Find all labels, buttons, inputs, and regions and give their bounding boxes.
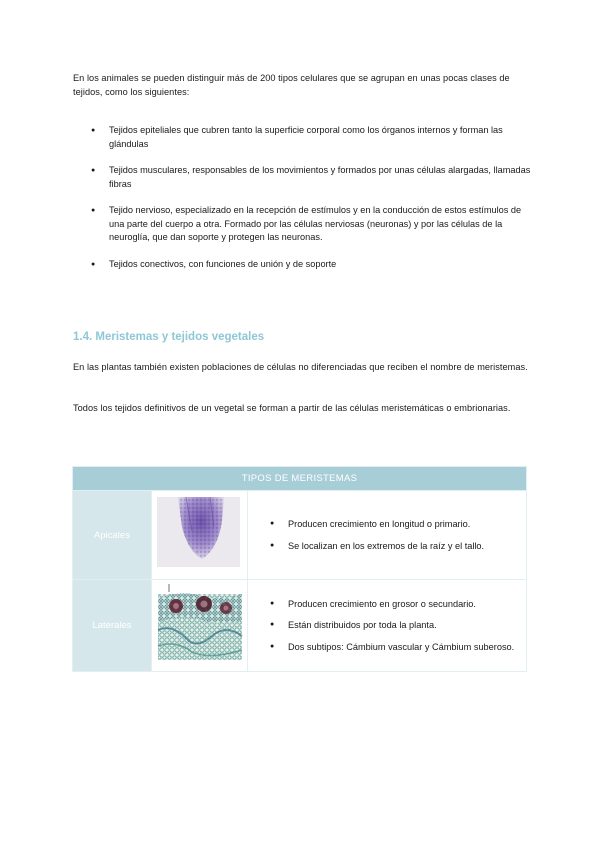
tissue-list bbox=[73, 124, 533, 271]
table-row bbox=[73, 491, 527, 580]
list-item: ● Tejidos musculares, responsables de los movimientos y formados por unas células alargadas, llamadas fibras bbox=[73, 164, 533, 191]
list-item: ● Tejidos epiteliales que cubren tanto la superficie corporal como los órganos internos y forman las glándulas bbox=[73, 124, 533, 151]
row-label-laterales: Laterales bbox=[73, 580, 152, 672]
table-header: TIPOS DE MERISTEMAS bbox=[73, 467, 527, 491]
apicales-points bbox=[248, 491, 527, 580]
table-row bbox=[73, 580, 527, 672]
list-item: ● Están distribuidos por toda la planta. bbox=[248, 619, 526, 632]
intro-paragraph: En los animales se pueden distinguir más de 200 tipos celulares que se agrupan en unas pocas clases de tejidos, como los siguientes: bbox=[73, 73, 510, 97]
apical-meristem-image bbox=[152, 491, 248, 580]
meristem-table bbox=[72, 466, 527, 672]
laterales-points bbox=[248, 580, 527, 672]
lateral-meristem-image bbox=[152, 580, 248, 672]
tissues-paragraph: Todos los tejidos definitivos de un vegetal se forman a partir de las células meristemáticas o embrionarias. bbox=[73, 403, 511, 413]
list-item: ● Tejidos conectivos, con funciones de unión y de soporte bbox=[73, 258, 533, 272]
section-heading: 1.4. Meristemas y tejidos vegetales bbox=[73, 331, 265, 343]
list-item: ● Producen crecimiento en longitud o primario. bbox=[248, 518, 526, 531]
list-item: ● Se localizan en los extremos de la raíz y el tallo. bbox=[248, 540, 526, 553]
list-item: ● Dos subtipos: Cámbium vascular y Cámbium suberoso. bbox=[248, 641, 526, 654]
list-item: ● Tejido nervioso, especializado en la recepción de estímulos y en la conducción de estos estímulos de una parte del cuerpo a otra. Formado por las células nerviosas (neuronas) y por las células de la neuroglía, que dan soporte y protegen las neuronas. bbox=[73, 204, 533, 245]
list-item: ● Producen crecimiento en grosor o secundario. bbox=[248, 598, 526, 611]
row-label-apicales: Apicales bbox=[73, 491, 152, 580]
meristem-paragraph: En las plantas también existen poblaciones de células no diferenciadas que reciben el nombre de meristemas. bbox=[73, 362, 528, 372]
